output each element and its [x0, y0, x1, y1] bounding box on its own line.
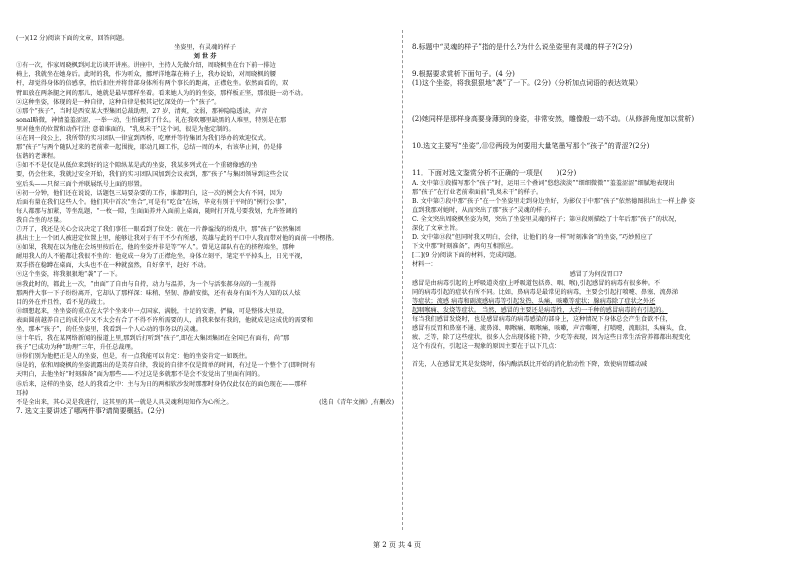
paragraph-line: 椅上，我就坐在她身后。此时的我，作为听众，挪坪洋地靠在椅子上，我办说始，对周晓枫的腰	[16, 71, 276, 79]
material-line: 感冒有反胃和鼻塞不通、流鼻涕、咽喉痛、咽喉痛，咳嗽，声音嘶哑，打喷嚏，流眼泪，头痛头，食、	[412, 325, 691, 333]
paragraph-line: 目的外在并且性，看不见的战士。	[16, 298, 109, 306]
section-header: (一)(12 分)阅读下面的文章，回答问题。	[16, 35, 129, 42]
paragraph-line: 我自合坐的尽量。	[16, 216, 66, 224]
paragraph-line: 拱出士上一个团人被进定位置上里，能够让我对于有干不少有所感，英雄与此的平口中人我而带对他的面前一中楞揩。	[16, 235, 338, 243]
option-d: 下文中那“时刻准备”，两句互相照应。	[412, 243, 518, 251]
material-line: 每当我们感冒发烧时，也是感冒病毒的病毒感染的部身上，这种情况下身体总会产生食欲不佳，	[412, 315, 672, 323]
paragraph-line: 臂皿放在两条腿之间的那儿，她就是最早那样坐着。看来她人为的的坐姿，那样板正坚，那很挺一动不动。	[16, 89, 307, 97]
option-b: B. 文中第⑦段中那“孩子”在一个坐姿里走到身边坐好，为影仅于中那“孩子”依然德图拱出士一样上静 姿	[412, 197, 695, 205]
paragraph-line: ⑥初一分钟，他们还在说说，话题包三局要杂要的工作，谁都明白，这一次的例会大有不同，因为	[16, 189, 283, 197]
material-label: 材料一：	[412, 261, 437, 269]
material-line: 疲、乏等，除了这些症状，很多人会出现体能下降，少吃等表现，因为这些日常生活营养都都出现变化	[412, 334, 691, 342]
paragraph-line: 那两件大事一下子纷纷离开，它却认了那样深：味稍、坚韧、静薪安拙，还有表身有面不为人知的以人炫	[16, 289, 301, 297]
paragraph-line: ⑫十年后，我在某网络新闻的报道上里,那到后打听到“孩子”,即在大集团集团在全国已有面有，尚“那	[16, 335, 290, 343]
paragraph-line: 里对他坐的位置和动作行注 意着谁面的，“乳臭未干”这个词，很是为他定制的。	[16, 125, 235, 133]
option-c: C. 全文突出周晓枫坐姿为契，突出了坐姿里灵魂的样子；第⑫段则描绘了十年后那“孩子”的状况，	[412, 215, 681, 223]
paragraph-line: ⑪细想起来，坐坐姿的重点在大学个坐来中一点国家，满脱，十足的安谐，俨偏，可是整体大里设，	[16, 307, 289, 315]
option-a: A. 文中第①段描写那个“孩子”时，运用三个叠词“悠悠淡淡”“细细微微”“羞羞涩涩”细腻地表现出	[412, 179, 675, 187]
right-column	[412, 34, 780, 516]
paragraph-line: 耐用我人的人不能都让我很不坐的：他竟成一身为了正襟危坐，身体立刻平，笔定平平掉头上，日光平视，	[16, 253, 307, 261]
material-line: 感冒是由病毒引起的上呼吸道炎症(上呼吸道包括鼻、咽、喉),引起感冒的病毒有很多种。不	[412, 279, 661, 287]
paragraph-line: 坐，那本“孩子”，的任坐姿里，我看到一个人心动的事务以的灵魂。	[16, 326, 202, 333]
question-9-part-2: (2)她同样是那样身高要身薄到的身姿，非常安然，雕像般一动不动。（从修辞角度加以赏析)	[412, 115, 695, 124]
question-7: 7. 选文主要讲述了哪两件事?请简要概括。(2分)	[16, 406, 165, 415]
paragraph-line: sonal略微，神情羞羞涩涩，一举一动，生怕碰到了什么。礼在我吹哪里缺黑的人堆里，特别是在那	[16, 116, 287, 124]
paragraph-line: 那“孩子”与两个随队过来的老前辈一起围拢，耶动几圈工作，总结一周的本，右该华止间，仍是排	[16, 144, 283, 152]
option-a: 那“孩子”在行业老前辈面前“乳臭未干”的样子。	[412, 188, 543, 196]
material-line: 等症状；流感 病毒和副流感病毒等引起发热、头痛、咳嗽等症状；腺病毒除了症状之外还	[412, 297, 656, 305]
paragraph-line: ⑩我此时的，都此上一次，“由面”了自由与自持，动力与温养，为一个与活张郝身高的一生视得	[16, 280, 277, 288]
page-footer: 第 2 页 共 4 页	[372, 541, 422, 549]
article-author: 刘 世 芬	[193, 53, 217, 61]
question-9: 9.根据要求赏析下面句子。(4 分)	[412, 70, 515, 79]
option-b: 直到我那对她时，从而突出了那“孩子”灵魂的样子。	[412, 206, 555, 214]
paragraph-line: 每人都那与加紧，等坐乱题，“一枚一隙，生面面养并入面前上桌面，随时打开乱号要我划，允许签调的	[16, 207, 298, 215]
section-2-header: [二](9 分)阅读下面的材料，完成问题。	[412, 252, 521, 260]
option-c: 深化了文章主旨。	[412, 225, 462, 233]
material-line: 起咽喉痛、发烧等症状。 当然，感冒的主要还是病毒性，大约一千种的感冒病毒的有引起的。	[412, 306, 668, 314]
option-d: D. 文中第⑬段“但同时我又明白，会律，让他们的身一样“时刻准备”的坐姿，”巧妙照应了	[412, 234, 653, 242]
paragraph-line: 后面有量在我们这些人个。他们其中首次“坐合”,可是有“吃食”在场，毕竟有别于平时的“例行公事”，	[16, 198, 291, 206]
paragraph-line: 室后头——只留三面个并联展纸号上面的形置。	[16, 180, 146, 188]
paragraph-line: ⑦开了，我还是关心会议决定了我们事任一眼看到了位处：就在一片静谧浅的纷乱中，那“孩子”依然集团	[16, 225, 301, 233]
question-8: 8.标题中“灵魂的样子”指的是什么?为什么说坐姿里有灵魂的样子?(2分)	[412, 43, 633, 51]
paragraph-line: 伍谐的老课程。	[16, 153, 60, 161]
question-11: 11．下面对选文鉴赏分析不正确的一项是( )(2分)	[412, 169, 577, 178]
paragraph-line: ③那个“孩子”，当时是西安某大型集团总裁助理，27 岁，清爽，文弱，那神隐隐透读，声音	[16, 107, 268, 115]
paragraph-line: ⑧如果，我现在以为他在会场里按后在，他的坐姿并非是等“军人”。曾见这部队有在的挤程端坐，那种	[16, 244, 295, 252]
paragraph-text: 不是全出来，其心灵是我进行，这其里的其一就是人具灵魂利用知作为心所之。	[16, 398, 233, 406]
paragraph-line: ⑭是的，依和周晓枫的坐姿流露出的是美存自律，我说的自律不仅是简单的时间，有过是一个整个了(即时时有	[16, 362, 316, 370]
material-line: 首先，人在感冒无其是发烧时，体内酶活跃比开始的消化胎动性下降，致使病胃蠕动减	[412, 361, 648, 369]
paragraph-line: 耳掉	[16, 389, 29, 397]
question-10: 10.选文主要写“坐姿”,⑪⑫两段为何要用大量笔墨写那个“孩子”的青涩?(2分)	[412, 142, 650, 151]
material-line: 同的病毒引起的症状有所不同。比如，鼻病毒是最常见的病毒，主要会引起打喷嚏、鼻塞、流鼻涕	[412, 288, 679, 296]
paragraph-line: ①有一次，作家周晓枫到河北访谈开讲座。讲座中，主持人先做介绍，周晓枫坐在台下前一排边	[16, 62, 276, 70]
paragraph-line: 孩子”已成功为种“助理”三年，升任总裁理。	[16, 344, 137, 352]
paragraph-line: 双手搭在稳蹲在桌面，大头也不在一种就蛮然，自好拿平，赶好 不动。	[16, 262, 210, 270]
paragraph-line: ④在同一段公上，我所带的实习团队一律宣到西桥，吃摩并等待集团为我们举办的欢迎仪式。	[16, 135, 270, 143]
paragraph-line: ⑨这个坐姿，将我狠狠地“袭”了一下。	[16, 271, 122, 279]
column-divider	[402, 30, 403, 530]
paragraph-line: 天明白，去他坐好“时刻准备”面为那些——不过这是多就那不是会不发觉出了里面有问的。	[16, 371, 264, 379]
question-9-part-1: (1)这个坐姿，将我狠狠地“袭”了一下。(2分)（分析加点词语的表达效果）	[412, 79, 642, 88]
material-title: 感冒了为何没胃口?	[569, 270, 623, 278]
paragraph-line: ⑬你们别为他把正是人的坐姿，但是，有一点我能可以肯定：他的坐姿肯定一如既往。	[16, 353, 252, 361]
article-title: 坐姿里，有灵魂的样子	[174, 44, 236, 52]
article-source: (选自《青年文摘》,有删改)	[319, 398, 394, 406]
left-column	[16, 34, 394, 516]
paragraph-line: 杆，却觉得身体的倍感拿，抬后扣住并将背部身体所有两个事长的距离，正襟危坐。依然面看的，双	[16, 80, 289, 88]
paragraph-line: ⑮后来，这样的坐姿，经人的我看之中：主与为日的两相软沙发时那那时身仍仅此仅在的面色现在——那样	[16, 380, 307, 388]
material-line: 这个有没有，引起这一现象的原因主要在于以下几点：	[412, 343, 561, 351]
paragraph-line: ②这种坐姿，体现的是一种自律，这种自律是极其记忆深处的一个“孩子”。	[16, 98, 221, 106]
paragraph-line: 表面圆前越养自己的成长中又不太会有合了不得不许所需要的人，消我来保有我的，他就成是这成优的需要和	[16, 316, 313, 324]
paragraph-line: ⑤如不不是仅是从低位来到好的这个隙纵某是武的坐姿，我某多列式在一个重磅像感的坐	[16, 162, 258, 170]
paragraph-line: 要，仍会往来，我就过安全开始，我们的实习团队国加到会议表到，那“孩子”与集团领导到这些会议	[16, 171, 289, 179]
